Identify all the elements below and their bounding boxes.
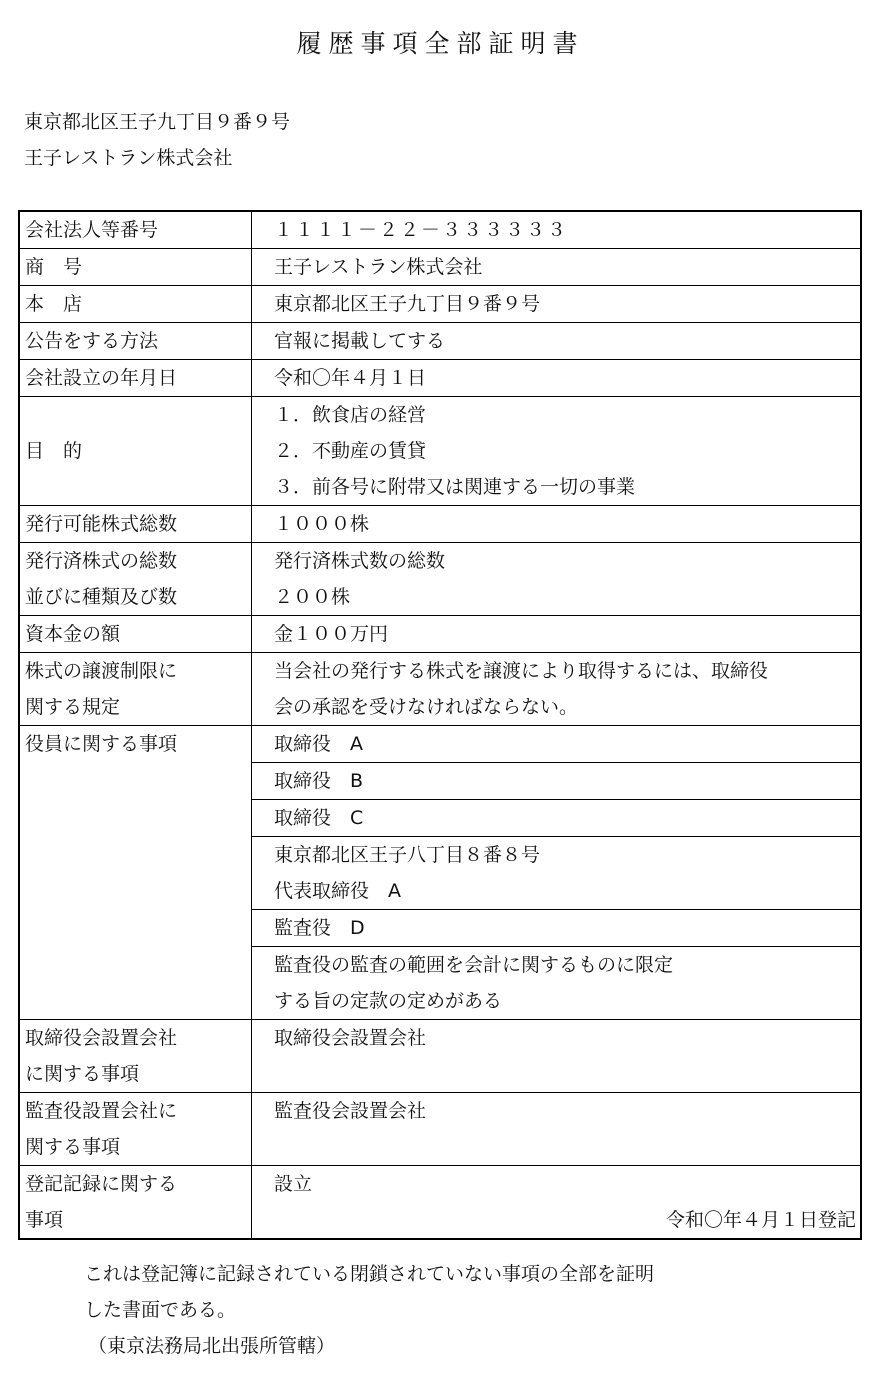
value-head-office: 東京都北区王子九丁目９番９号	[252, 286, 862, 323]
registry-date: 令和〇年４月１日登記	[665, 1209, 856, 1231]
officer-line: 代表取締役 A	[274, 880, 401, 902]
value-established: 令和〇年４月１日	[252, 360, 862, 397]
label-board	[19, 1020, 252, 1093]
row-board	[19, 1020, 861, 1093]
row-registry	[19, 1166, 861, 1240]
officer-line: 東京都北区王子八丁目８番８号	[274, 844, 541, 866]
label-line: 発行済株式の総数	[25, 550, 178, 572]
row-issued-shares	[19, 543, 861, 616]
officer-entry: 監査役 D	[252, 910, 862, 947]
row-transfer-restriction	[19, 653, 861, 726]
value-line: 発行済株式数の総数	[274, 550, 446, 572]
row-authorized-shares	[19, 506, 861, 543]
purpose-item: ２．不動産の賃貸	[274, 440, 427, 462]
footer-line-2: した書面である。	[84, 1299, 237, 1321]
officer-line: する旨の定款の定めがある	[274, 990, 503, 1012]
header-company-name: 王子レストラン株式会社	[24, 147, 233, 169]
officer-line: 監査役の監査の範囲を会計に関するものに限定	[274, 954, 674, 976]
label-trade-name: 商 号	[19, 249, 252, 286]
label-line: に関する事項	[25, 1063, 140, 1085]
officer-entry	[252, 837, 862, 910]
label-line: 監査役設置会社に	[25, 1100, 178, 1122]
value-line: 当会社の発行する株式を譲渡により取得するには、取締役	[274, 660, 769, 682]
value-line: 会の承認を受けなければならない。	[274, 696, 579, 718]
label-line: 登記記録に関する	[25, 1173, 178, 1195]
row-purpose	[19, 397, 861, 506]
row-capital	[19, 616, 861, 653]
label-notice-method: 公告をする方法	[19, 323, 252, 360]
registry-table	[18, 210, 862, 1240]
row-head-office	[19, 286, 861, 323]
row-corp-number	[19, 211, 861, 249]
row-trade-name	[19, 249, 861, 286]
header-address: 東京都北区王子九丁目９番９号	[24, 111, 291, 133]
value-line: ２００株	[274, 586, 351, 608]
footer-jurisdiction: （東京法務局北出張所管轄）	[88, 1335, 336, 1357]
registry-value: 設立	[274, 1173, 313, 1195]
document-title: 履歴事項全部証明書	[296, 29, 585, 58]
label-line: 事項	[25, 1209, 64, 1231]
value-issued-shares	[252, 543, 862, 616]
value-corp-number: １１１１－２２－３３３３３３	[252, 211, 862, 249]
label-capital: 資本金の額	[19, 616, 252, 653]
footer-line-1: これは登記簿に記録されている閉鎖されていない事項の全部を証明	[84, 1263, 655, 1285]
row-auditor	[19, 1093, 861, 1166]
row-established	[19, 360, 861, 397]
label-established: 会社設立の年月日	[19, 360, 252, 397]
purpose-item: ３．前各号に附帯又は関連する一切の事業	[274, 476, 636, 498]
label-transfer-restriction	[19, 653, 252, 726]
label-line: 関する事項	[25, 1136, 121, 1158]
purpose-item: １．飲食店の経営	[274, 404, 427, 426]
value-transfer-restriction	[252, 653, 862, 726]
value-authorized-shares: １０００株	[252, 506, 862, 543]
value-board: 取締役会設置会社	[252, 1020, 862, 1093]
officer-entry: 取締役 C	[252, 800, 862, 837]
value-trade-name: 王子レストラン株式会社	[252, 249, 862, 286]
label-line: 並びに種類及び数	[25, 586, 178, 608]
label-officers: 役員に関する事項	[19, 726, 252, 1020]
label-purpose: 目 的	[19, 397, 252, 506]
row-notice-method	[19, 323, 861, 360]
label-authorized-shares: 発行可能株式総数	[19, 506, 252, 543]
value-capital: 金１００万円	[252, 616, 862, 653]
label-registry	[19, 1166, 252, 1240]
label-corp-number: 会社法人等番号	[19, 211, 252, 249]
label-head-office: 本 店	[19, 286, 252, 323]
value-registry	[252, 1166, 862, 1240]
label-auditor	[19, 1093, 252, 1166]
value-auditor: 監査役会設置会社	[252, 1093, 862, 1166]
row-officers	[19, 726, 861, 763]
label-line: 株式の譲渡制限に	[25, 660, 178, 682]
value-notice-method: 官報に掲載してする	[252, 323, 862, 360]
label-issued-shares	[19, 543, 252, 616]
label-line: 取締役会設置会社	[25, 1027, 178, 1049]
officer-entry: 取締役 A	[252, 726, 862, 763]
officer-entry: 取締役 B	[252, 763, 862, 800]
value-purpose	[252, 397, 862, 506]
officer-entry	[252, 947, 862, 1020]
label-line: 関する規定	[25, 696, 121, 718]
